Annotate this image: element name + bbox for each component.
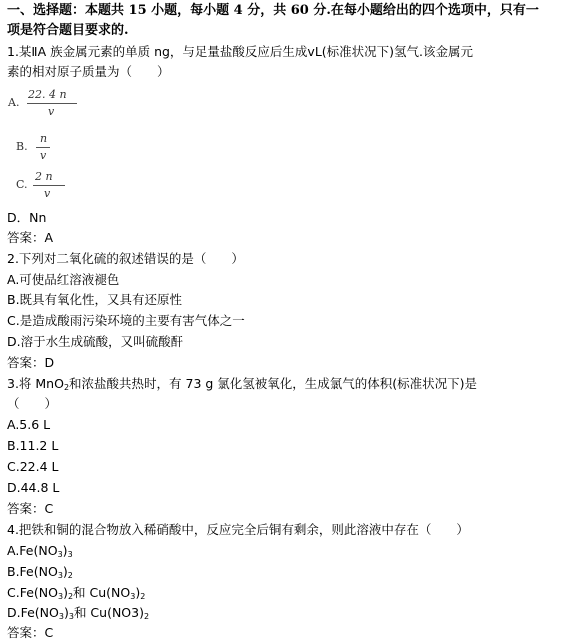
q1-option-c-denominator: v: [44, 187, 51, 200]
q1-answer: 答案：A: [7, 230, 54, 245]
q4-stem: 4.把铁和铜的混合物放入稀硝酸中，反应完全后铜有剩余，则此溶液中存在（ ）: [7, 522, 469, 537]
q4-option-b-sub: 3: [57, 571, 63, 580]
q4-answer: 答案：C: [7, 625, 54, 640]
q4-option-c-end: ): [135, 585, 141, 600]
q4-option-a: [7, 543, 73, 563]
section-header-line2: 项是符合题目要求的.: [7, 23, 129, 38]
q4-option-d-sub4: 2: [143, 612, 150, 621]
q1-option-b: [16, 132, 76, 168]
q1-option-c-label: C.: [16, 178, 28, 191]
q4-option-b-sub2: 2: [67, 571, 73, 580]
q2-option-b: B.既具有氧化性，又具有还原性: [7, 292, 183, 307]
q3-stem-line2: （ ）: [7, 396, 58, 411]
q4-option-a-pre: A.Fe(NO: [7, 543, 58, 558]
q1-option-b-fraction-bar: [36, 147, 50, 148]
q4-option-d-sub: 3: [58, 612, 64, 621]
q2-option-d: D.溶于水生成硫酸，又叫硫酸酐: [7, 334, 184, 349]
q4-option-c-sub3: 3: [130, 592, 136, 601]
q1-stem-line2: 素的相对原子质量为（ ）: [7, 64, 170, 79]
q4-option-a-sub: 3: [57, 550, 63, 559]
q4-option-c-mid: 和 Cu(NO: [73, 585, 131, 600]
q2-stem: 2.下列对二氧化硫的叙述错误的是（ ）: [7, 251, 244, 266]
q1-option-a-fraction-bar: [27, 103, 77, 104]
q4-option-d-post: ): [63, 605, 69, 620]
q4-option-d-pre: D.Fe(NO: [7, 605, 59, 620]
q4-option-c-sub2: 2: [67, 592, 74, 601]
q4-option-c-pre: C.Fe(NO: [7, 585, 58, 600]
q4-option-d: [7, 605, 149, 625]
q1-option-a-label: A.: [8, 96, 20, 109]
q1-option-c-numerator: 2 n: [35, 170, 53, 183]
q1-option-c: [16, 170, 76, 206]
q3-option-d: D.44.8 L: [7, 480, 60, 495]
q1-option-c-fraction-bar: [33, 185, 65, 186]
q2-option-a: A.可使品红溶液褪色: [7, 272, 120, 287]
section-header-line1: 一、选择题：本题共 15 小题，每小题 4 分，共 60 分.在每小题给出的四个选项中，只有一: [7, 3, 539, 18]
q3-stem-line1: [7, 376, 477, 396]
q1-option-a: [8, 88, 88, 124]
q3-option-a: A.5.6 L: [7, 417, 51, 432]
q4-option-c-sub4: 2: [140, 592, 146, 601]
q4-option-c-post: ): [63, 585, 68, 600]
q4-option-b-pre: B.Fe(NO: [7, 564, 58, 579]
q4-option-a-sub2: 3: [67, 550, 73, 559]
q2-option-c: C.是造成酸雨污染环境的主要有害气体之一: [7, 313, 245, 328]
q1-option-a-numerator: 22. 4 n: [28, 88, 67, 101]
q1-option-b-numerator: n: [40, 132, 48, 145]
q3-stem-post: 和浓盐酸共热时，有 73 g 氯化氢被氧化，生成氯气的体积(标准状况下)是: [69, 376, 478, 391]
q4-option-c-sub: 3: [57, 592, 64, 601]
q4-option-d-sub2: 3: [68, 612, 74, 621]
q3-stem-sub: 2: [63, 383, 70, 392]
q4-option-b: [7, 564, 73, 584]
q1-option-d: D．Nn: [7, 210, 47, 225]
q4-option-d-mid: 和 Cu(NO3): [73, 605, 144, 620]
q1-option-b-denominator: v: [40, 149, 47, 162]
q1-option-a-denominator: v: [48, 105, 55, 118]
q3-option-c: C.22.4 L: [7, 459, 59, 474]
q1-stem-line1: 1.某ⅡA 族金属元素的单质 ng，与足量盐酸反应后生成vL(标准状况下)氢气.该金属元: [7, 44, 474, 59]
q3-answer: 答案：C: [7, 501, 54, 516]
q4-option-b-post: ): [62, 564, 68, 579]
q4-option-a-post: ): [62, 543, 68, 558]
q3-option-b: B.11.2 L: [7, 438, 59, 453]
q2-answer: 答案：D: [7, 355, 55, 370]
q3-stem-pre: 3.将 MnO: [7, 376, 64, 391]
q1-option-b-label: B.: [16, 140, 28, 153]
q4-option-c: [7, 585, 145, 605]
